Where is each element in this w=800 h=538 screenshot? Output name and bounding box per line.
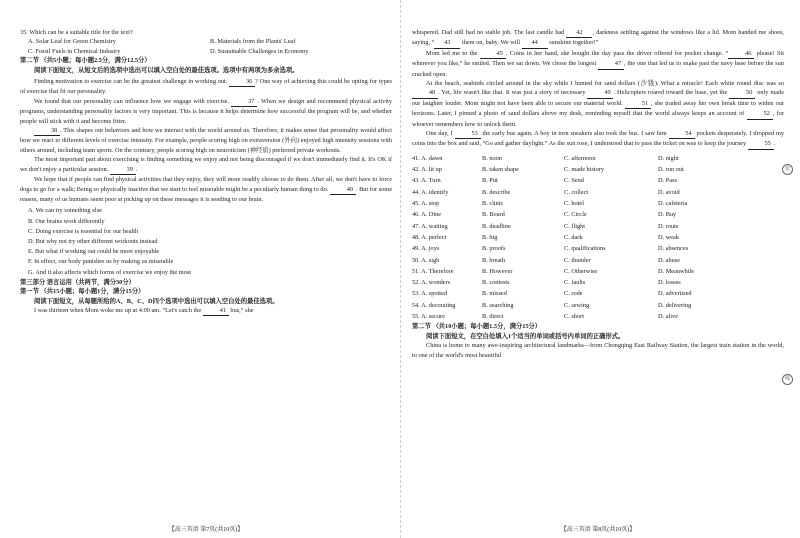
- blank-51: 51: [625, 99, 651, 109]
- story-opening: [20, 306, 392, 316]
- choice-option: 49. A. joys: [412, 245, 440, 253]
- choice-option: B. Board: [482, 211, 505, 219]
- choice-row: [412, 288, 784, 299]
- choice-row: [412, 243, 784, 254]
- p2-text-a: We found that our personality can influence how we engage with exercise.: [34, 97, 230, 105]
- r1-text-d: sunshine together!”: [549, 39, 599, 47]
- choice-option: B. searching: [482, 301, 514, 309]
- choice-option: C. Otherwise: [564, 267, 598, 275]
- choice-option: 53. A. spotted: [412, 290, 447, 298]
- story-para-4: [412, 129, 784, 150]
- r3-text-a: At the beach, seabirds circled around in the sky while I hunted for sand dollars (沙钱). What a miracle! Each white round disc was so: [426, 80, 784, 88]
- blank-43: 43: [434, 38, 460, 48]
- choice-row: [412, 232, 784, 243]
- blank-55: 55: [748, 139, 774, 149]
- choice-option: B. clinic: [482, 200, 504, 208]
- choice-option: 43. A. Turn: [412, 177, 441, 185]
- choice-option: C. hotel: [564, 200, 584, 208]
- choice-option: D. absences: [658, 245, 689, 253]
- choice-option: B. missed: [482, 290, 507, 298]
- choice-option: B. Put: [482, 177, 498, 185]
- r4-text-d: .: [773, 140, 776, 148]
- choice-option: 54. A. decorating: [412, 301, 456, 309]
- choice-option: D. night: [658, 154, 679, 162]
- section-1-title: 第一节 （共15小题；每小题1分，满分15分）: [20, 288, 145, 296]
- r4-text-a: One day, I: [426, 130, 453, 138]
- choice-option: D. avoid: [658, 188, 680, 196]
- option-d: D. But why not try other different workouts instead: [28, 237, 158, 245]
- blank-48: 48: [412, 88, 438, 98]
- r3-text-f: , for whoever remembers how to unlock them.: [412, 110, 784, 128]
- p5-text-b: . But for some reason, many of us humans seem poor at picking up on these messages it is sending to our brain.: [20, 185, 393, 203]
- choice-row: [412, 209, 784, 220]
- p4-text-a: The most important part about exercising is finding something we enjoy and not being discouraged if we don't immediately find it. It's OK if we don't enjoy a particular session.: [20, 156, 392, 173]
- choice-option: B. proofs: [482, 245, 506, 253]
- r3-text-d: only made our laughter louder. Mom might not have been able to secure our material world.: [412, 89, 784, 107]
- option-f: F. In effect, our body punishes us by making us miserable: [28, 258, 174, 266]
- right-footer: 【高三英语 第8页(共10页)】: [560, 526, 636, 533]
- option-g: G. And it also affects which forms of exercise we enjoy the most: [28, 268, 192, 276]
- choice-row: [412, 266, 784, 277]
- choice-option: 55. A. secure: [412, 313, 445, 321]
- left-footer: 【高三英语 第7页(共10页)】: [168, 526, 244, 533]
- choice-option: 46. A. Dine: [412, 211, 442, 219]
- choice-option: 50. A. sigh: [412, 256, 440, 264]
- choice-option: D. Buy: [658, 211, 677, 219]
- r3-text-b: . Yet, life wasn't like that. It was just a story of necessary: [438, 89, 586, 97]
- page-divider: [400, 0, 401, 538]
- section-2-title-right: 第二节 （共10小题；每小题1.5分，满分15分）: [412, 323, 542, 331]
- choice-row: [412, 255, 784, 266]
- choice-option: D. Meanwhile: [658, 267, 695, 275]
- choice-row: [412, 311, 784, 322]
- q35-options-row2: [20, 47, 392, 56]
- choice-option: D. weak: [658, 233, 679, 241]
- options-list: [20, 206, 392, 277]
- choice-option: D. cafeteria: [658, 200, 688, 208]
- blank-39: 39: [110, 165, 136, 175]
- paragraph-4: The most important part about exercising is finding something we enjoy and not being discouraged if we don't immediately find it. It's OK if we don't enjoy a particular session. 39 .: [20, 155, 392, 175]
- choice-option: 41. A. dawn: [412, 154, 443, 162]
- section-2-instructions: 阅读下面短文，从短文后的选项中选出可以填入空白处的最佳选项。选项中有两项为多余选项。: [34, 66, 299, 74]
- blank-41: 41: [203, 306, 229, 316]
- section-2-title: 第二节 （共5小题；每小题2.5分，满分12.5分）: [20, 57, 151, 65]
- q35-option-d: D. Sustainable Challenges in Economy: [210, 47, 309, 55]
- option-b: B. Our brains work differently: [28, 217, 105, 225]
- option-e: E. But what if working out could be more enjoyable: [28, 248, 160, 256]
- r2-text-b: . Coins in her hand, she bought the day pass the driver offered for pocket change. “: [505, 49, 729, 57]
- blank-38: 38: [34, 126, 60, 136]
- choice-option: D. delivering: [658, 301, 692, 309]
- choice-option: C. flight: [564, 222, 585, 230]
- left-page: [20, 0, 392, 538]
- blank-40: 40: [330, 185, 356, 195]
- blank-36: 36: [229, 77, 255, 87]
- choice-option: D. abuse: [658, 256, 681, 264]
- choice-option: 45. A. stop: [412, 200, 440, 208]
- choice-option: B. breath: [482, 256, 506, 264]
- story-text-a: I was thirteen when Mom woke me up at 4:00 am. “Let's catch the: [34, 306, 202, 314]
- choice-row: [412, 153, 784, 164]
- p3-text-b: . This shapes our behaviors and how we interact with the world around us. Therefore, it makes sense that personality would affect how we react to different levels of exercise intensity. For example, people scoring high on extraversion (外向) enjoyed high intensity sessions with others around, including team sports. On the contrary, people scoring high on neuroticism (神经质) preferred private workouts.: [20, 127, 392, 154]
- paragraph-5: [20, 175, 392, 204]
- choice-row: [412, 198, 784, 209]
- choice-option: D. route: [658, 222, 679, 230]
- question-35: 35. Which can be a suitable title for the text?: [20, 29, 133, 36]
- choice-option: B. deadline: [482, 222, 511, 230]
- choice-row: [412, 221, 784, 232]
- blank-37: 37: [231, 97, 257, 107]
- binding-marker-1: 密: [782, 164, 793, 175]
- choice-row: [412, 187, 784, 198]
- r2-text-a: Mom led me to the: [426, 49, 478, 57]
- blank-52: 52: [747, 109, 773, 119]
- r3-text-e: , she traded away her own break time to widen our horizons. Later, I pinned a photo of sand dollars above my desk, reminding myself that the world always keeps an account of: [412, 99, 784, 118]
- section-1-instructions: 阅读下面短文，从每题所给的A、B、C、D四个选项中选出可以填入空白处的最佳选项。: [34, 297, 279, 305]
- choice-row: [412, 277, 784, 288]
- option-a: A. We can try something else: [28, 207, 102, 215]
- option-c: C. Doing exercise is essential for our health: [28, 227, 139, 235]
- choice-option: C. short: [564, 313, 584, 321]
- choice-row: [412, 300, 784, 311]
- blank-53: 53: [455, 129, 481, 139]
- section-2-instructions-right: 阅读下面短文，在空白处填入1个适当的单词或括号内单词的正确形式。: [426, 332, 625, 340]
- r4-text-c: pockets desperately. I dropped my coins into the box and said, “Go and gather daylight.” As the sun rose, I understood that to pass the ticket on was to keep the journey: [412, 130, 784, 148]
- r3-text-c: . Helicopters roared toward the base, yet the: [613, 89, 728, 97]
- blank-54: 54: [669, 129, 695, 139]
- choice-option: C. Circle: [564, 211, 587, 219]
- right-page: [412, 0, 784, 538]
- paragraph-3: [20, 126, 392, 155]
- choice-option: B. direct: [482, 313, 504, 321]
- paragraph-2: [20, 97, 392, 126]
- r2-text-c: please! Sit wherever you like,” he smiled. Then we sat down. We chose the longest: [412, 49, 785, 68]
- p1-text-b: ? One way of achieving this could be opting for types of exercise that fit our personality.: [20, 78, 392, 96]
- choice-option: C. qualifications: [564, 245, 606, 253]
- choice-option: B. However: [482, 267, 513, 275]
- choice-option: C. made history: [564, 166, 605, 174]
- blank-50: 50: [729, 88, 755, 98]
- p5-text-a: We hope that if people can find physical activities that they enjoy, they will more readily choose to do them. After all, we don't have to force dogs to go for a walk; Being so physically inactive that we start to feel miserable might be a peculiarly human thing to do.: [20, 176, 392, 193]
- choice-option: 52. A. wonders: [412, 279, 451, 287]
- r4-text-b: the early bus again. A boy in torn sneakers also took the bus. I saw him: [482, 130, 667, 138]
- choice-option: 44. A. identify: [412, 188, 449, 196]
- choice-option: C. sewing: [564, 301, 590, 309]
- q35-option-c: C. Fossil Fuels in Chemical Industry: [28, 47, 121, 55]
- r1-text-a: whispered. Dad still had no stable job. The last candle had: [412, 29, 565, 36]
- choice-option: D. losses: [658, 279, 681, 287]
- choice-option: D. advertised: [658, 290, 692, 298]
- part-3-title: 第三部分 语言运用（共两节，满分30分）: [20, 278, 135, 286]
- choice-option: C. rode: [564, 290, 583, 298]
- grammar-passage: China is home to many awe-inspiring architectural landmarks—from Chongqing East Railway Station, the largest train station in the world, to one of the world's most beautiful: [412, 342, 784, 359]
- choice-option: 47. A. waiting: [412, 222, 448, 230]
- choice-option: B. big: [482, 233, 498, 241]
- blank-44: 44: [522, 38, 548, 48]
- story-text-b: bus,” she: [230, 306, 254, 314]
- blank-46: 46: [728, 49, 754, 59]
- choice-option: 42. A. lit up: [412, 166, 442, 174]
- choice-option: 51. A. Therefore: [412, 267, 454, 275]
- story-para-2: [412, 49, 784, 79]
- q35-options-row1: [20, 37, 392, 46]
- choice-option: C. collect: [564, 188, 589, 196]
- choice-option: D. alive: [658, 313, 678, 321]
- choice-option: C. dark: [564, 233, 583, 241]
- story-para-3: [412, 79, 784, 129]
- choices-table: [412, 153, 784, 322]
- p1-text-a: Finding motivation to exercise can be the greatest challenge in working out.: [34, 78, 228, 86]
- choice-option: D. Pass: [658, 177, 677, 185]
- choice-row: [412, 175, 784, 186]
- choice-option: B. contests: [482, 279, 510, 287]
- binding-marker-2: 线: [782, 374, 793, 385]
- blank-49: 49: [587, 88, 613, 98]
- paragraph-1: [20, 77, 392, 97]
- choice-option: B. taken shape: [482, 166, 519, 174]
- choice-row: [412, 164, 784, 175]
- r2-text-d: , the one that led us to snake past the navy base before the sun cracked open.: [412, 60, 785, 78]
- choice-option: 48. A. perfect: [412, 233, 447, 241]
- choice-option: B. noon: [482, 154, 502, 162]
- q35-option-a: A. Solar Leaf for Green Chemistry: [28, 38, 116, 46]
- blank-45: 45: [480, 49, 506, 59]
- choice-option: C. thunder: [564, 256, 591, 264]
- choice-option: C. afternoon: [564, 154, 596, 162]
- story-para-1: [412, 28, 784, 49]
- blank-47: 47: [598, 59, 624, 69]
- r1-text-c: them on, baby. We will: [461, 39, 521, 47]
- r1-text-b: , darkness settling against the windows like a lid. Mom handed me shoes, saying, “: [412, 29, 785, 47]
- choice-option: C. faults: [564, 279, 586, 287]
- p2-text-b: . When we design and recommend physical activity programs, understanding personality factors is very important. This is because it helps determine how successful the program will be, and whether people will stick with it and become fitter.: [20, 97, 392, 125]
- choice-option: C. Send: [564, 177, 584, 185]
- q35-option-b: B. Materials from the Plants' Leaf: [210, 38, 296, 46]
- choice-option: B. describe: [482, 188, 511, 196]
- choice-option: D. run out: [658, 166, 684, 174]
- blank-42: 42: [566, 28, 592, 38]
